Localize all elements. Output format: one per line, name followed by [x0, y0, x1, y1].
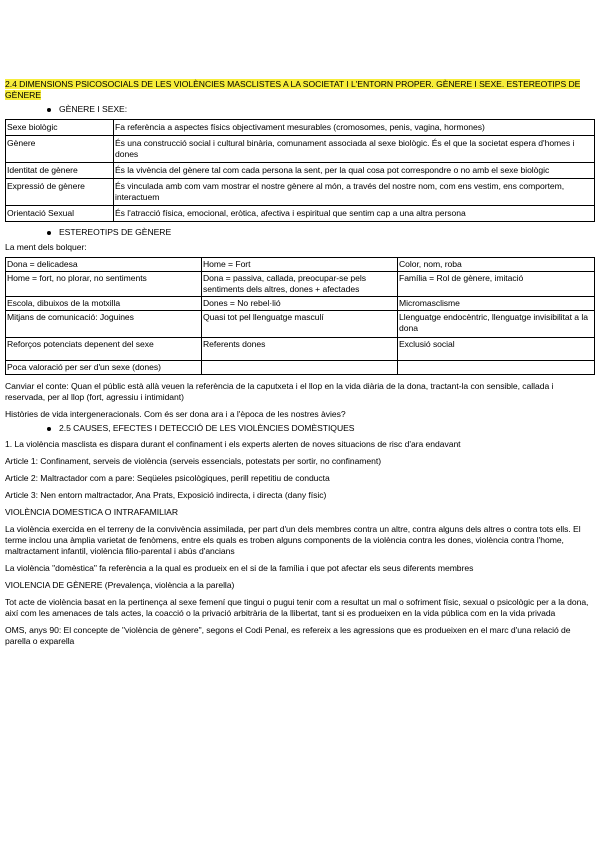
- paragraph-violencia-genere: Tot acte de violència basat en la pertinença al sexe femení que tingui o pugui tenir com a resultat un mal o sofriment físic, sexual o psicològic per a la dona, així com les amenaces de tals actes, la coacció o la privació arbitrària de la llibertat, tant si es produeixen en la vida pública com en la vida privada: [5, 597, 589, 618]
- heading-violencia-domestica: VIOLÈNCIA DOMESTICA O INTRAFAMILIAR: [5, 507, 179, 517]
- table-row: [6, 297, 595, 311]
- table-cell-definition: Fa referència a aspectes físics objectivament mesurables (cromosomes, penis, vagina, hormones): [114, 120, 595, 136]
- gender-sex-table: [5, 119, 595, 222]
- table2-caption: La ment dels bolquer:: [5, 242, 87, 252]
- paragraph-histories: Històries de vida intergeneracionals. Com és ser dona ara i a l'època de les nostres àvies?: [5, 409, 346, 419]
- bullet-causes-efectes: 2.5 CAUSES, EFECTES I DETECCIÓ DE LES VIOLÈNCIES DOMÈSTIQUES: [5, 423, 595, 434]
- table-cell: Dones = No rebel·lió: [202, 297, 398, 311]
- table-cell: Exclusió social: [398, 338, 595, 361]
- document-page: [5, 79, 595, 647]
- section-title-highlight: 2.4 DIMENSIONS PSICOSOCIALS DE LES VIOLÈNCIES MASCLISTES A LA SOCIETAT I L'ENTORN PROPER. GÈNERE I SEXE. ESTEREOTIPS DE GÈNERE: [5, 79, 581, 100]
- paragraph-oms: OMS, anys 90: El concepte de "violència de gènere", segons el Codi Penal, es refereix a les agressions que es produeixen en el marc d'una relació de parella o exparella: [5, 625, 571, 646]
- table-row: [6, 163, 595, 179]
- table-cell-definition: És l'atracció física, emocional, eròtica, afectiva i espiritual que sentim cap a una altra persona: [114, 206, 595, 222]
- heading-violencia-genere: VIOLENCIA DE GÈNERE (Prevalença, violència a la parella): [5, 580, 235, 590]
- table-cell: Llenguatge endocèntric, llenguatge invisibilitat a la dona: [398, 311, 595, 338]
- paragraph-violencia-domestica-2: La violència "domèstica" fa referència a la qual es produeix en el si de la família i que pot afectar els seus diferents membres: [5, 563, 474, 573]
- paragraph-article-1: Article 1: Confinament, serveis de violència (serveis essencials, potestats per sortir, no confinament): [5, 456, 382, 466]
- table-cell: Família = Rol de gènere, imitació: [398, 272, 595, 297]
- table-row: [6, 311, 595, 338]
- table-cell: Poca valoració per ser d'un sexe (dones): [6, 361, 202, 375]
- table-cell: Mitjans de comunicació: Joguines: [6, 311, 202, 338]
- table-cell-term: Gènere: [6, 136, 114, 163]
- table-cell: [202, 361, 398, 375]
- table-cell-term: Expressió de gènere: [6, 179, 114, 206]
- table-row: [6, 338, 595, 361]
- table-cell: Escola, dibuixos de la motxilla: [6, 297, 202, 311]
- bullet-genere-sexe: GÈNERE I SEXE:: [5, 104, 595, 115]
- table-cell-definition: És vinculada amb com vam mostrar el nostre gènere al món, a través del nostre nom, com ens vestim, ens comportem, interactuem: [114, 179, 595, 206]
- table-row: [6, 206, 595, 222]
- paragraph-violencia-domestica: La violència exercida en el terreny de la convivència assimilada, per part d'un dels membres contra un altre, contra alguns dels altres o contra tots ells. El terme inclou una àmplia varietat de fenòmens, entre els quals es troben alguns components de la violència contra les dones, violència contra l'home, maltractament infantil, violència filio-parental i abús d'ancians: [5, 524, 581, 556]
- bullet-estereotips: ESTEREOTIPS DE GÈNERE: [5, 227, 595, 238]
- table-cell: Color, nom, roba: [398, 258, 595, 272]
- table-cell: Dona = passiva, callada, preocupar-se pels sentiments dels altres, dones + afectades: [202, 272, 398, 297]
- table-cell-term: Orientació Sexual: [6, 206, 114, 222]
- table-row: [6, 136, 595, 163]
- paragraph-article-2: Article 2: Maltractador com a pare: Seqüeles psicològiques, perill repetitiu de conducta: [5, 473, 330, 483]
- table-cell-term: Sexe biològic: [6, 120, 114, 136]
- table-cell: Home = Fort: [202, 258, 398, 272]
- table-row: [6, 120, 595, 136]
- paragraph-canviar-conte: Canviar el conte: Quan el públic està allà veuen la referència de la caputxeta i el llop en la vida diària de la dona, tractant-la con sensible, callada i reservada, per al llop (fort, agressiu i intimidant): [5, 381, 554, 402]
- table-cell: Dona = delicadesa: [6, 258, 202, 272]
- table-cell: [398, 361, 595, 375]
- table-cell: Quasi tot pel llenguatge masculí: [202, 311, 398, 338]
- table-cell: Reforços potenciats depenent del sexe: [6, 338, 202, 361]
- table-cell: Micromasclisme: [398, 297, 595, 311]
- table-cell-definition: És una construcció social i cultural binària, comunament associada al sexe biològic. És el que la societat espera d'homes i dones: [114, 136, 595, 163]
- paragraph-article-3: Article 3: Nen entorn maltractador, Ana Prats, Exposició indirecta, i directa (dany físic): [5, 490, 327, 500]
- table-cell: Home = fort, no plorar, no sentiments: [6, 272, 202, 297]
- table-row: [6, 179, 595, 206]
- table-row: [6, 258, 595, 272]
- table-row: [6, 361, 595, 375]
- table-cell-definition: És la vivència del gènere tal com cada persona la sent, per la qual cosa pot correspondre o no amb el sexe biològic: [114, 163, 595, 179]
- table-cell-term: Identitat de gènere: [6, 163, 114, 179]
- table-row: [6, 272, 595, 297]
- stereotypes-table: [5, 257, 595, 375]
- section-title: [5, 79, 595, 101]
- table-cell: Referents dones: [202, 338, 398, 361]
- paragraph-confinament: 1. La violència masclista es dispara durant el confinament i els experts alerten de noves situacions de risc d'ara endavant: [5, 439, 461, 449]
